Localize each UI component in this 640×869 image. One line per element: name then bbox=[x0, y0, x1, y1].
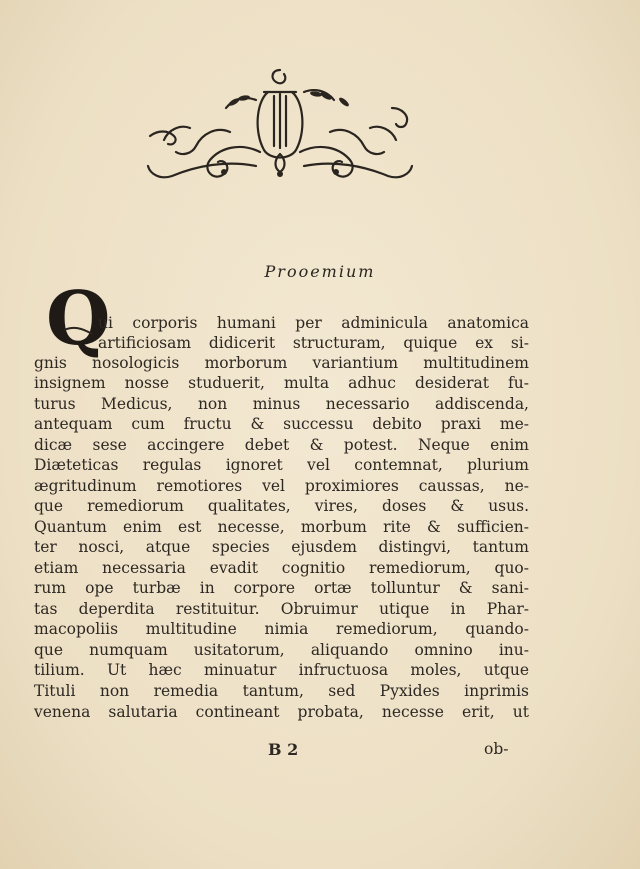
text-line: venena salutaria contineant probata, necesse erit, ut bbox=[34, 703, 529, 721]
section-title: Prooemium bbox=[264, 262, 376, 281]
text-line: gnis nosologicis morborum variantium multitudinem bbox=[34, 354, 529, 372]
text-line: Tituli non remedia tantum, sed Pyxides inprimis bbox=[34, 682, 529, 700]
text-line: ter nosci, atque species ejusdem distingvi, tantum bbox=[34, 538, 529, 556]
text-line: rum ope turbæ in corpore ortæ tolluntur & sani- bbox=[34, 579, 529, 597]
text-line: turus Medicus, non minus necessario addiscenda, bbox=[34, 395, 529, 413]
drop-cap: Q bbox=[46, 276, 111, 362]
text-line: ægritudinum remotiores vel proximiores caussas, ne- bbox=[34, 477, 529, 495]
text-line: dicæ sese accingere debet & potest. Neque enim bbox=[34, 436, 529, 454]
drop-cap-flourish-icon bbox=[60, 300, 96, 336]
text-line: ui corporis humani per adminicula anatomica bbox=[98, 314, 529, 332]
headpiece-ornament bbox=[130, 62, 430, 190]
catchword: ob- bbox=[484, 740, 509, 758]
text-line: etiam necessaria evadit cognitio remediorum, quo- bbox=[34, 559, 529, 577]
text-line: tas deperdita restituitur. Obruimur utique in Phar- bbox=[34, 600, 529, 618]
text-line: macopoliis multitudine nimia remediorum, quando- bbox=[34, 620, 529, 638]
text-line: tilium. Ut hæc minuatur infructuosa moles, utque bbox=[34, 661, 529, 679]
text-line: artificiosam didicerit structuram, quique ex si- bbox=[98, 334, 529, 352]
text-line: insignem nosse studuerit, multa adhuc desiderat fu- bbox=[34, 374, 529, 392]
text-line: que remediorum qualitates, vires, doses & usus. bbox=[34, 497, 529, 515]
text-line: Diæteticas regulas ignoret vel contemnat, plurium bbox=[34, 456, 529, 474]
text-line: Quantum enim est necesse, morbum rite & sufficien- bbox=[34, 518, 529, 536]
text-line: antequam cum fructu & successu debito praxi me- bbox=[34, 415, 529, 433]
signature-mark: B 2 bbox=[268, 740, 299, 759]
text-line: que numquam usitatorum, aliquando omnino inu- bbox=[34, 641, 529, 659]
